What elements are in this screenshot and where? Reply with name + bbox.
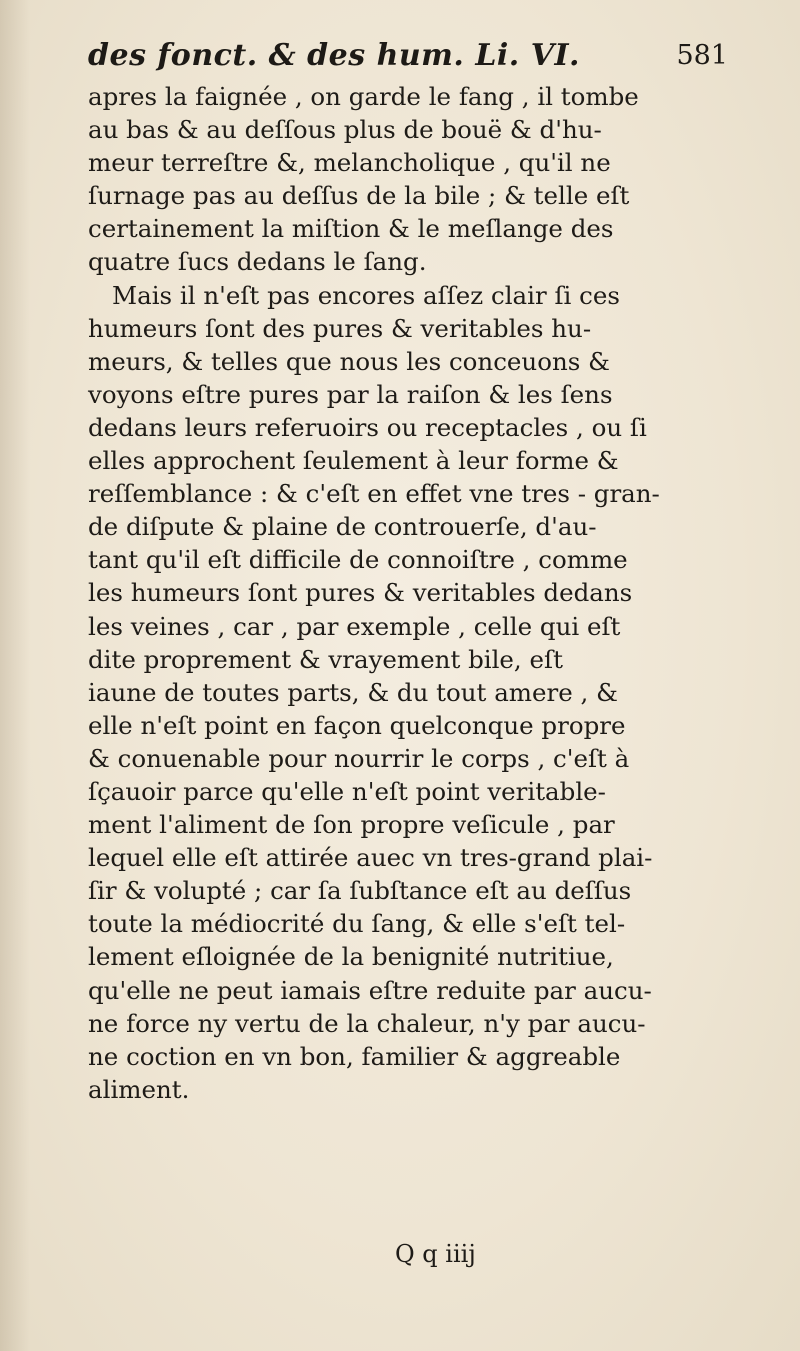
signature-mark: Q q iiij bbox=[395, 1240, 476, 1268]
text-line: ment l'aliment de ſon propre veſicule , par bbox=[88, 810, 615, 840]
text-line: ne coction en vn bon, familier & aggreable bbox=[88, 1041, 621, 1071]
text-line: lequel elle eſt attirée auec vn tres-grand plai- bbox=[88, 843, 653, 873]
text-line: & conuenable pour nourrir le corps , c'eſt à bbox=[88, 743, 630, 773]
text-line: de diſpute & plaine de controuerſe, d'au- bbox=[88, 512, 597, 542]
text-line: voyons eſtre pures par la raiſon & les ſens bbox=[88, 379, 613, 409]
text-line: humeurs ſont des pures & veritables hu- bbox=[88, 313, 592, 343]
page-number: 581 bbox=[676, 40, 728, 71]
text-line: toute la médiocrité du ſang, & elle s'eſt tel- bbox=[88, 909, 626, 939]
text-line: elles approchent ſeulement à leur forme & bbox=[88, 446, 619, 476]
text-line: meurs, & telles que nous les conceuons & bbox=[88, 346, 610, 376]
text-line: elle n'eſt point en façon quelconque propre bbox=[88, 710, 626, 740]
text-line: les veines , car , par exemple , celle qui eſt bbox=[88, 611, 621, 641]
text-line: ſurnage pas au deſſus de la bile ; & telle eſt bbox=[88, 181, 630, 211]
text-line: dite proprement & vrayement bile, eſt bbox=[88, 644, 563, 674]
text-line: qu'elle ne peut iamais eſtre reduite par aucu- bbox=[88, 975, 652, 1005]
text-line: meur terreſtre &, melancholique , qu'il ne bbox=[88, 148, 611, 178]
text-line: lement eſloignée de la benignité nutritiue, bbox=[88, 942, 614, 972]
binding-shadow bbox=[0, 0, 30, 1351]
text-line: apres la faignée , on garde le fang , il tombe bbox=[88, 82, 639, 111]
text-line: quatre ſucs dedans le ſang. bbox=[88, 247, 427, 277]
text-line: tant qu'il eſt difficile de connoiſtre , comme bbox=[88, 545, 628, 575]
text-line: ſir & volupté ; car ſa ſubſtance eſt au deſſus bbox=[88, 876, 632, 906]
text-line: certainement la miſtion & le meſlange des bbox=[88, 214, 614, 244]
text-line: ne force ny vertu de la chaleur, n'y par aucu- bbox=[88, 1008, 646, 1038]
running-title: des fonct. & des hum. Li. VI. bbox=[88, 38, 580, 73]
text-line: dedans leurs referuoirs ou receptacles , ou ſi bbox=[88, 412, 647, 442]
text-line: iaune de toutes parts, & du tout amere , & bbox=[88, 677, 618, 707]
text-line: les humeurs ſont pures & veritables dedans bbox=[88, 578, 633, 608]
running-head bbox=[88, 38, 728, 82]
body-text bbox=[88, 80, 728, 1106]
text-line: aliment. bbox=[88, 1074, 190, 1104]
text-line: reſſemblance : & c'eſt en effet vne tres - gran- bbox=[88, 479, 660, 509]
text-line: Mais il n'eſt pas encores aſſez clair ſi ces bbox=[112, 280, 620, 310]
text-line: au bas & au deſſous plus de bouë & d'hu- bbox=[88, 115, 602, 145]
text-line: ſçauoir parce qu'elle n'eſt point veritable- bbox=[88, 776, 606, 806]
